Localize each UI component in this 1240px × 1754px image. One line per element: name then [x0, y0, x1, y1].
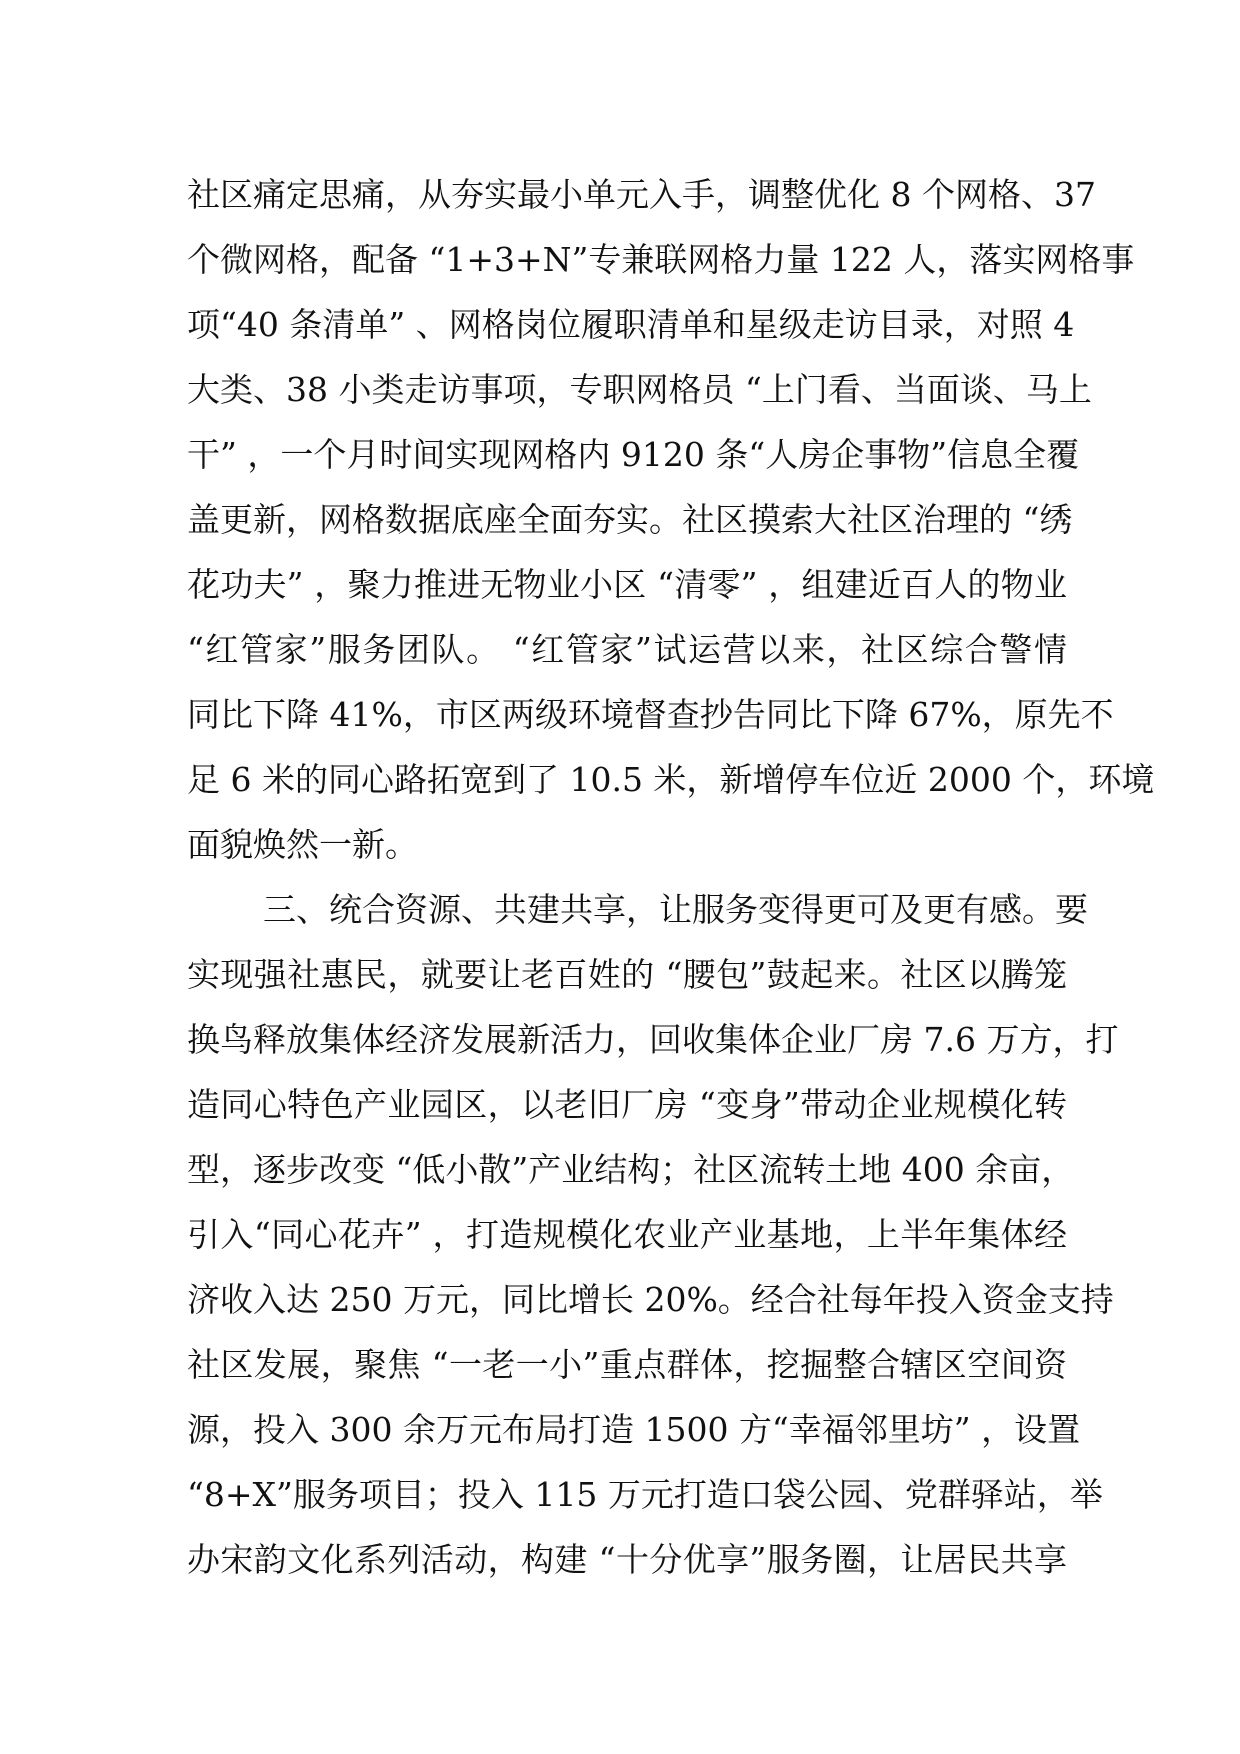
text-line: 干” ，一个月时间实现网格内 9120 条“人房企事物”信息全覆 — [187, 435, 1080, 474]
text-line: 花功夫” ，聚力推进无物业小区 “清零” ，组建近百人的物业 — [187, 565, 1067, 604]
text-line: 盖更新，网格数据底座全面夯实。社区摸索大社区治理的 “绣 — [187, 500, 1073, 539]
text-line: 同比下降 41%，市区两级环境督查抄告同比下降 67%，原先不 — [187, 695, 1114, 734]
text-line: 社区发展，聚焦 “一老一小”重点群体，挖掘整合辖区空间资 — [187, 1345, 1067, 1384]
text-line: “红管家”服务团队。 “红管家”试运营以来，社区综合警情 — [187, 630, 1067, 669]
text-line: 造同心特色产业园区，以老旧厂房 “变身”带动企业规模化转 — [187, 1085, 1067, 1124]
text-line: 换鸟释放集体经济发展新活力，回收集体企业厂房 7.6 万方，打 — [187, 1020, 1119, 1059]
text-line: 引入“同心花卉” ，打造规模化农业产业基地，上半年集体经 — [187, 1215, 1067, 1254]
text-line: 面貌焕然一新。 — [187, 825, 418, 864]
document-body — [187, 162, 1155, 1592]
text-line: 三、统合资源、共建共享，让服务变得更可及更有感。要 — [263, 890, 1088, 929]
text-line: 大类、38 小类走访事项，专职网格员 “上门看、当面谈、马上 — [187, 370, 1092, 409]
text-line: 实现强社惠民，就要让老百姓的 “腰包”鼓起来。社区以腾笼 — [187, 955, 1067, 994]
text-line: 办宋韵文化系列活动，构建 “十分优享”服务圈，让居民共享 — [187, 1540, 1067, 1579]
text-line: 源，投入 300 余万元布局打造 1500 方“幸福邻里坊” ，设置 — [187, 1410, 1081, 1449]
paragraph-1 — [187, 162, 1155, 877]
text-line: 济收入达 250 万元，同比增长 20%。经合社每年投入资金支持 — [187, 1280, 1114, 1319]
text-line: “8+X”服务项目；投入 115 万元打造口袋公园、党群驿站，举 — [187, 1475, 1103, 1514]
text-line: 足 6 米的同心路拓宽到了 10.5 米，新增停车位近 2000 个，环境 — [187, 760, 1155, 799]
text-line: 型，逐步改变 “低小散”产业结构；社区流转土地 400 余亩， — [187, 1150, 1075, 1189]
text-line: 项“40 条清单” 、网格岗位履职清单和星级走访目录，对照 4 — [187, 305, 1075, 344]
text-line: 社区痛定思痛，从夯实最小单元入手，调整优化 8 个网格、37 — [187, 175, 1096, 214]
text-line: 个微网格，配备 “1+3+N”专兼联网格力量 122 人，落实网格事 — [187, 240, 1135, 279]
paragraph-2 — [187, 877, 1119, 1592]
